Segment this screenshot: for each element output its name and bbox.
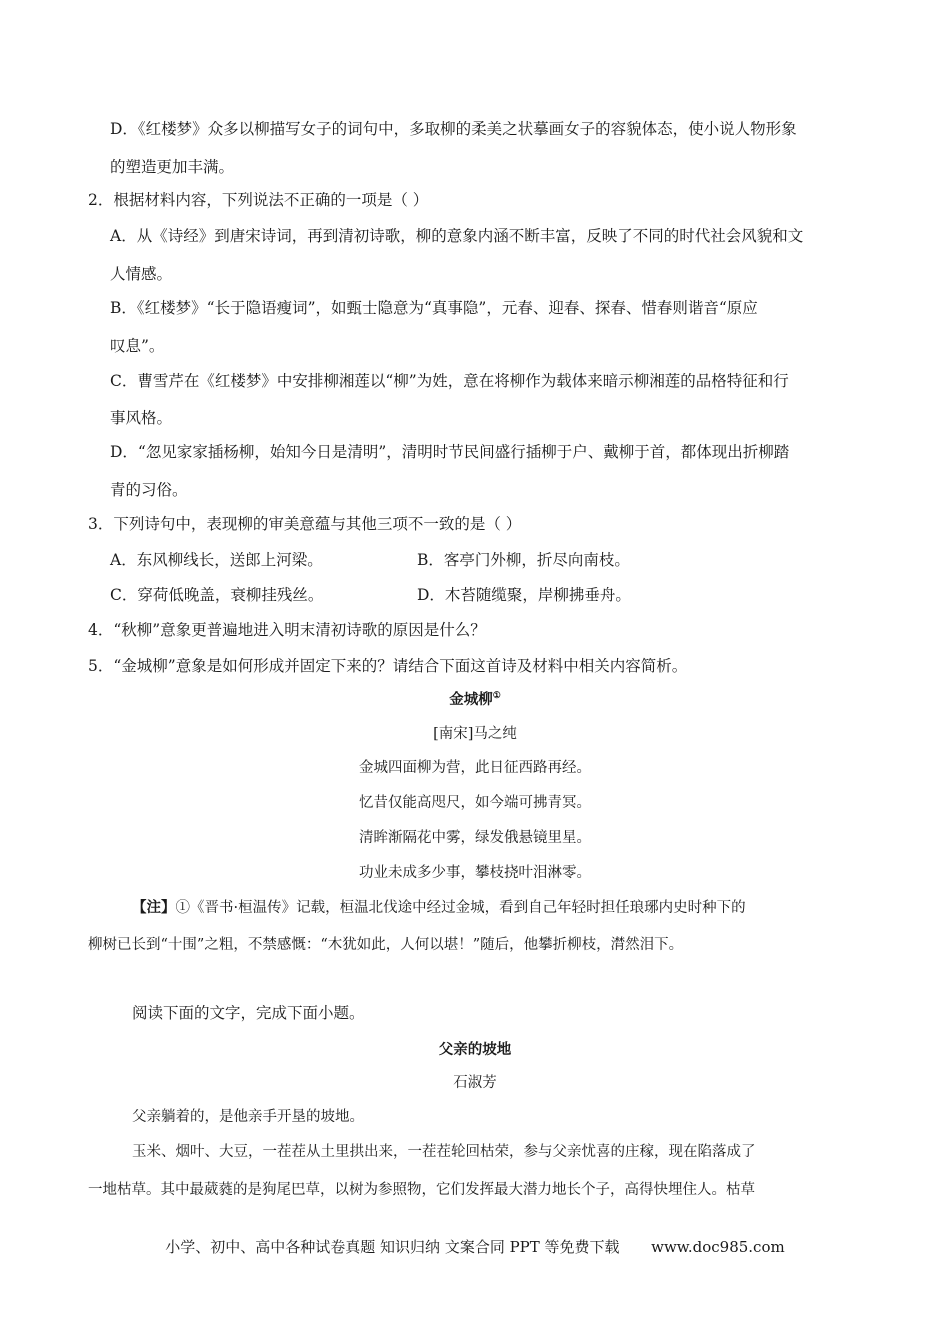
poem-title: 金城柳① [449,691,501,708]
reading-title: 父亲的坡地 [438,1041,512,1058]
reading-author: 石淑芳 [453,1075,497,1091]
q2-option-b-line2: 叹息”。 [110,337,165,355]
poem-line-1: 金城四面柳为营，此日征西路再经。 [359,760,591,776]
poem-note-line1: 【注】①《晋书·桓温传》记载，桓温北伐途中经过金城，看到自己年轻时担任琅琊内史时种下的 [132,899,746,916]
q2-option-d-line2: 青的习俗。 [110,481,188,499]
q2-option-c-line2: 事风格。 [110,409,173,427]
q2-option-a-line2: 人情感。 [110,265,173,283]
q1-option-d-line1: D．《红楼梦》众多以柳描写女子的词句中，多取柳的柔美之状摹画女子的容貌体态，使小说人物形象 [110,120,797,138]
q1-option-d-line2: 的塑造更加丰满。 [110,158,235,176]
reading-paragraph-2-line1: 玉米、烟叶、大豆，一茬茬从土里拱出来，一茬茬轮回枯荣，参与父亲忧喜的庄稼，现在陷落成了 [132,1144,756,1160]
q2-option-a-line1: A．从《诗经》到唐宋诗词，再到清初诗歌，柳的意象内涵不断丰富，反映了不同的时代社会风貌和文 [110,227,804,245]
q2-option-c-line1: C．曹雪芹在《红楼梦》中安排柳湘莲以“柳”为姓，意在将柳作为载体来暗示柳湘莲的品格特征和行 [110,372,789,390]
footer-url[interactable]: www.doc985.com [651,1238,785,1256]
q2-option-b-line1: B．《红楼梦》“长于隐语瘦词”，如甄士隐意为“真事隐”，元春、迎春、探春、惜春则谐音“原应 [110,299,758,317]
note-label: 【注】 [132,899,176,916]
poem-line-3: 清眸渐隔花中雾，绿发俄悬镜里星。 [359,830,591,846]
q3-option-b: B．客亭门外柳，折尽向南枝。 [417,551,630,569]
q3-option-d: D．木苔随缆聚，岸柳拂垂舟。 [417,586,631,604]
q5-stem: 5．“金城柳”意象是如何形成并固定下来的？请结合下面这首诗及材料中相关内容简析。 [88,657,688,675]
q2-option-d-line1: D．“忽见家家插杨柳，始知今日是清明”，清明时节民间盛行插柳于户、戴柳于首，都体现出折柳踏 [110,443,790,461]
poem-author: [南宋]马之纯 [433,726,517,742]
page-footer [0,1237,950,1257]
poem-line-4: 功业未成多少事，攀枝挠叶泪淋零。 [359,865,591,881]
q3-option-a: A．东风柳线长，送郎上河梁。 [110,551,323,569]
footer-text: 小学、初中、高中各种试卷真题 知识归纳 文案合同 PPT 等免费下载 [165,1238,620,1256]
q4-stem: 4．“秋柳”意象更普遍地进入明末清初诗歌的原因是什么？ [88,621,486,639]
reading-paragraph-2-line2: 一地枯草。其中最葳蕤的是狗尾巴草，以树为参照物，它们发挥最大潜力地长个子，高得快埋住人。枯草 [88,1182,755,1198]
q3-stem: 3．下列诗句中，表现柳的审美意蕴与其他三项不一致的是（ ） [88,515,522,533]
poem-note-line2: 柳树已长到“十围”之粗，不禁感慨：“木犹如此，人何以堪！”随后，他攀折柳枝，潸然泪下。 [88,937,684,953]
poem-line-2: 忆昔仅能高咫尺，如今端可拂青冥。 [359,795,591,811]
reading-intro: 阅读下面的文字，完成下面小题。 [132,1004,365,1022]
poem-note-mark: ① [492,691,501,702]
q2-stem: 2．根据材料内容，下列说法不正确的一项是（ ） [88,191,429,209]
reading-paragraph-1: 父亲躺着的，是他亲手开垦的坡地。 [132,1109,364,1125]
q3-option-c: C．穿荷低晚盖，衰柳挂残丝。 [110,586,324,604]
